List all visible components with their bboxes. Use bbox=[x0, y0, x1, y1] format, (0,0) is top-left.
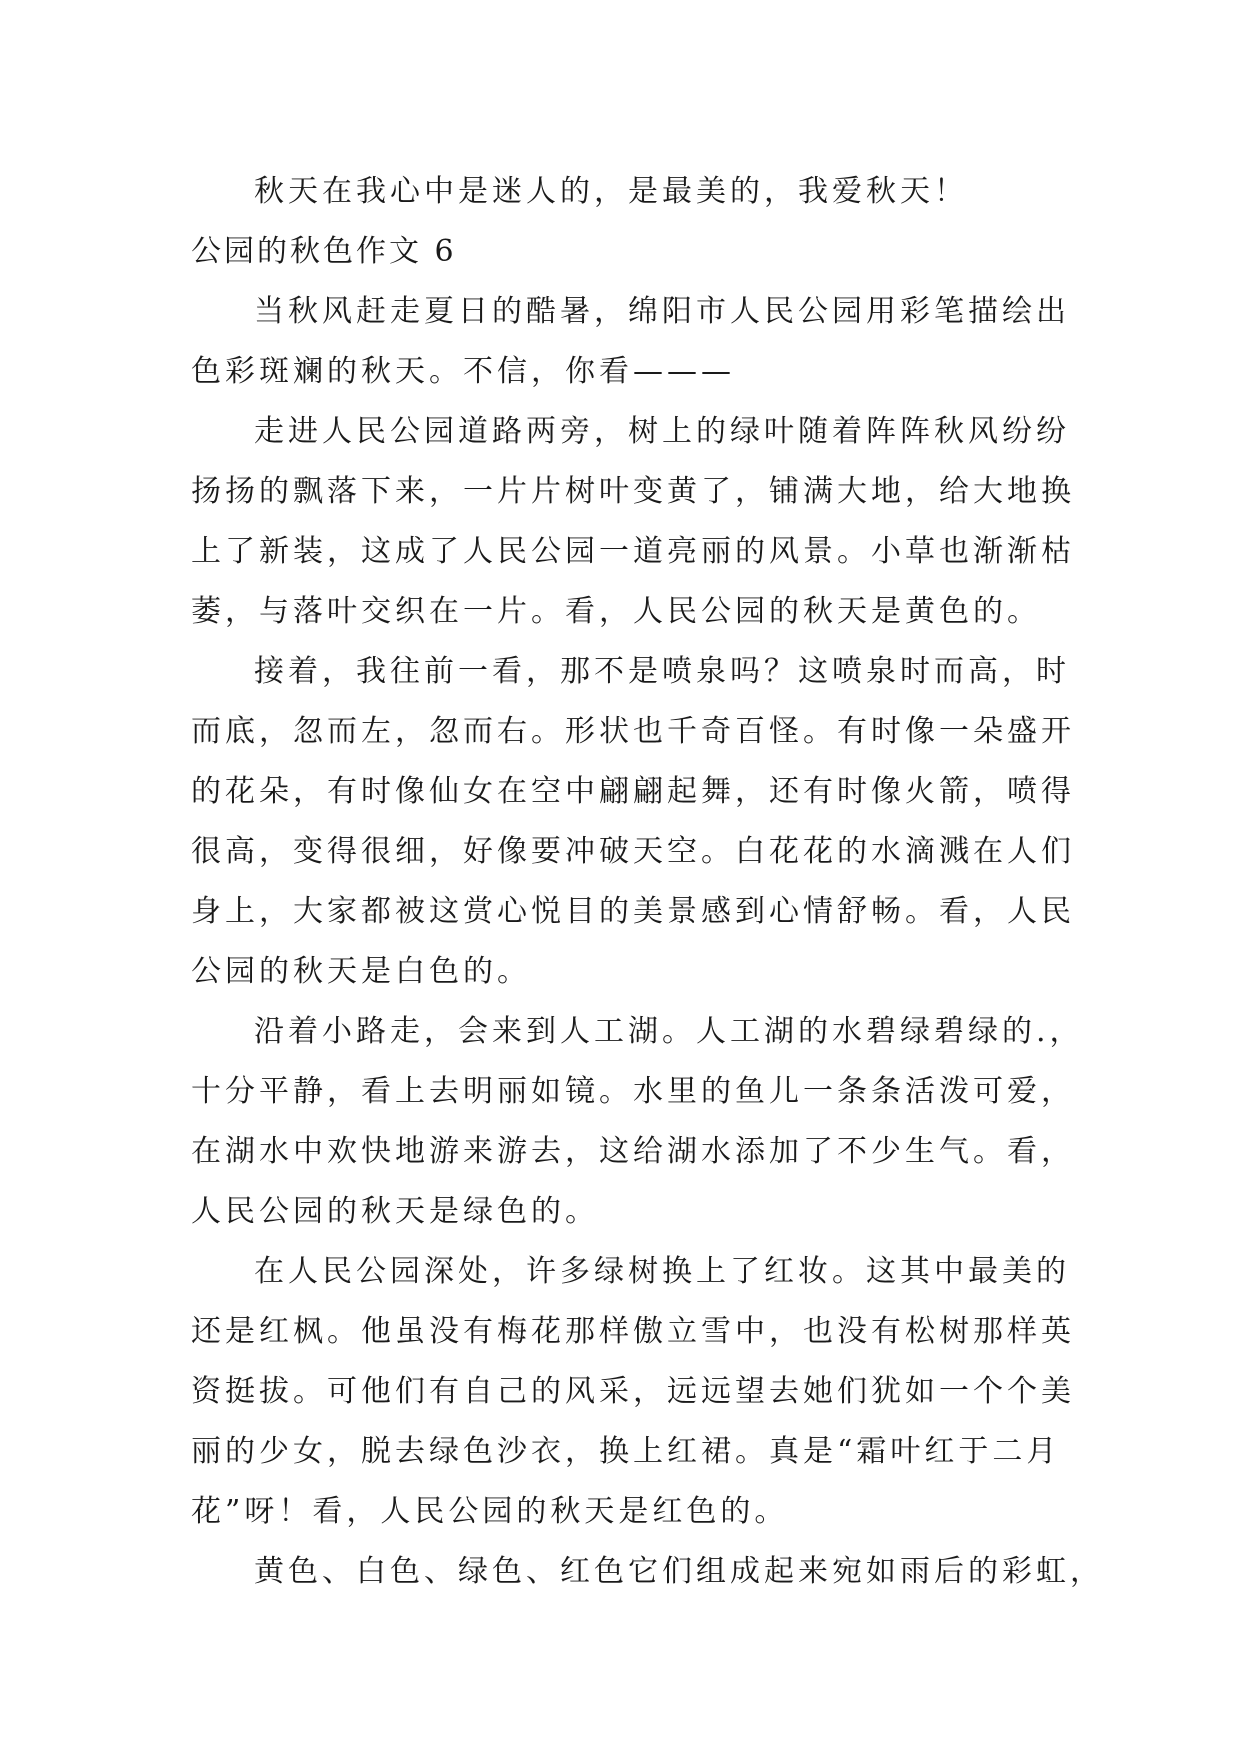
text-line: 资挺拔。可他们有自己的风采，远远望去她们犹如一个个美 bbox=[191, 1374, 1075, 1409]
text-line: 花”呀！看，人民公园的秋天是红色的。 bbox=[191, 1494, 789, 1529]
text-line: 沿着小路走，会来到人工湖。人工湖的水碧绿碧绿的.， bbox=[254, 1014, 1084, 1049]
text-line: 色彩斑斓的秋天。不信，你看——— bbox=[191, 354, 735, 389]
text-line: 在湖水中欢快地游来游去，这给湖水添加了不少生气。看， bbox=[191, 1134, 1075, 1169]
text-line: 秋天在我心中是迷人的，是最美的，我爱秋天！ bbox=[254, 174, 968, 209]
text-line: 当秋风赶走夏日的酷暑，绵阳市人民公园用彩笔描绘出 bbox=[254, 294, 1070, 329]
text-line: 身上，大家都被这赏心悦目的美景感到心情舒畅。看，人民 bbox=[191, 894, 1075, 929]
text-line: 还是红枫。他虽没有梅花那样傲立雪中，也没有松树那样英 bbox=[191, 1314, 1075, 1349]
text-line: 萎，与落叶交织在一片。看，人民公园的秋天是黄色的。 bbox=[191, 594, 1041, 629]
text-line: 走进人民公园道路两旁，树上的绿叶随着阵阵秋风纷纷 bbox=[254, 414, 1070, 449]
text-line: 的花朵，有时像仙女在空中翩翩起舞，还有时像火箭，喷得 bbox=[191, 774, 1075, 809]
section-heading: 公园的秋色作文 6 bbox=[191, 234, 457, 269]
text-line: 在人民公园深处，许多绿树换上了红妆。这其中最美的 bbox=[254, 1254, 1070, 1289]
text-line: 扬扬的飘落下来，一片片树叶变黄了，铺满大地，给大地换 bbox=[191, 474, 1075, 509]
text-line: 人民公园的秋天是绿色的。 bbox=[191, 1194, 599, 1229]
text-line: 上了新装，这成了人民公园一道亮丽的风景。小草也渐渐枯 bbox=[191, 534, 1075, 569]
text-line: 接着，我往前一看，那不是喷泉吗？这喷泉时而高，时 bbox=[254, 654, 1070, 689]
essay-body bbox=[191, 162, 1104, 1602]
text-line: 十分平静，看上去明丽如镜。水里的鱼儿一条条活泼可爱， bbox=[191, 1074, 1075, 1109]
text-line: 丽的少女，脱去绿色沙衣，换上红裙。真是“霜叶红于二月 bbox=[191, 1434, 1061, 1469]
text-line: 很高，变得很细，好像要冲破天空。白花花的水滴溅在人们 bbox=[191, 834, 1075, 869]
text-line: 黄色、白色、绿色、红色它们组成起来宛如雨后的彩虹， bbox=[254, 1554, 1104, 1589]
text-line: 公园的秋天是白色的。 bbox=[191, 954, 531, 989]
text-line: 而底，忽而左，忽而右。形状也千奇百怪。有时像一朵盛开 bbox=[191, 714, 1075, 749]
